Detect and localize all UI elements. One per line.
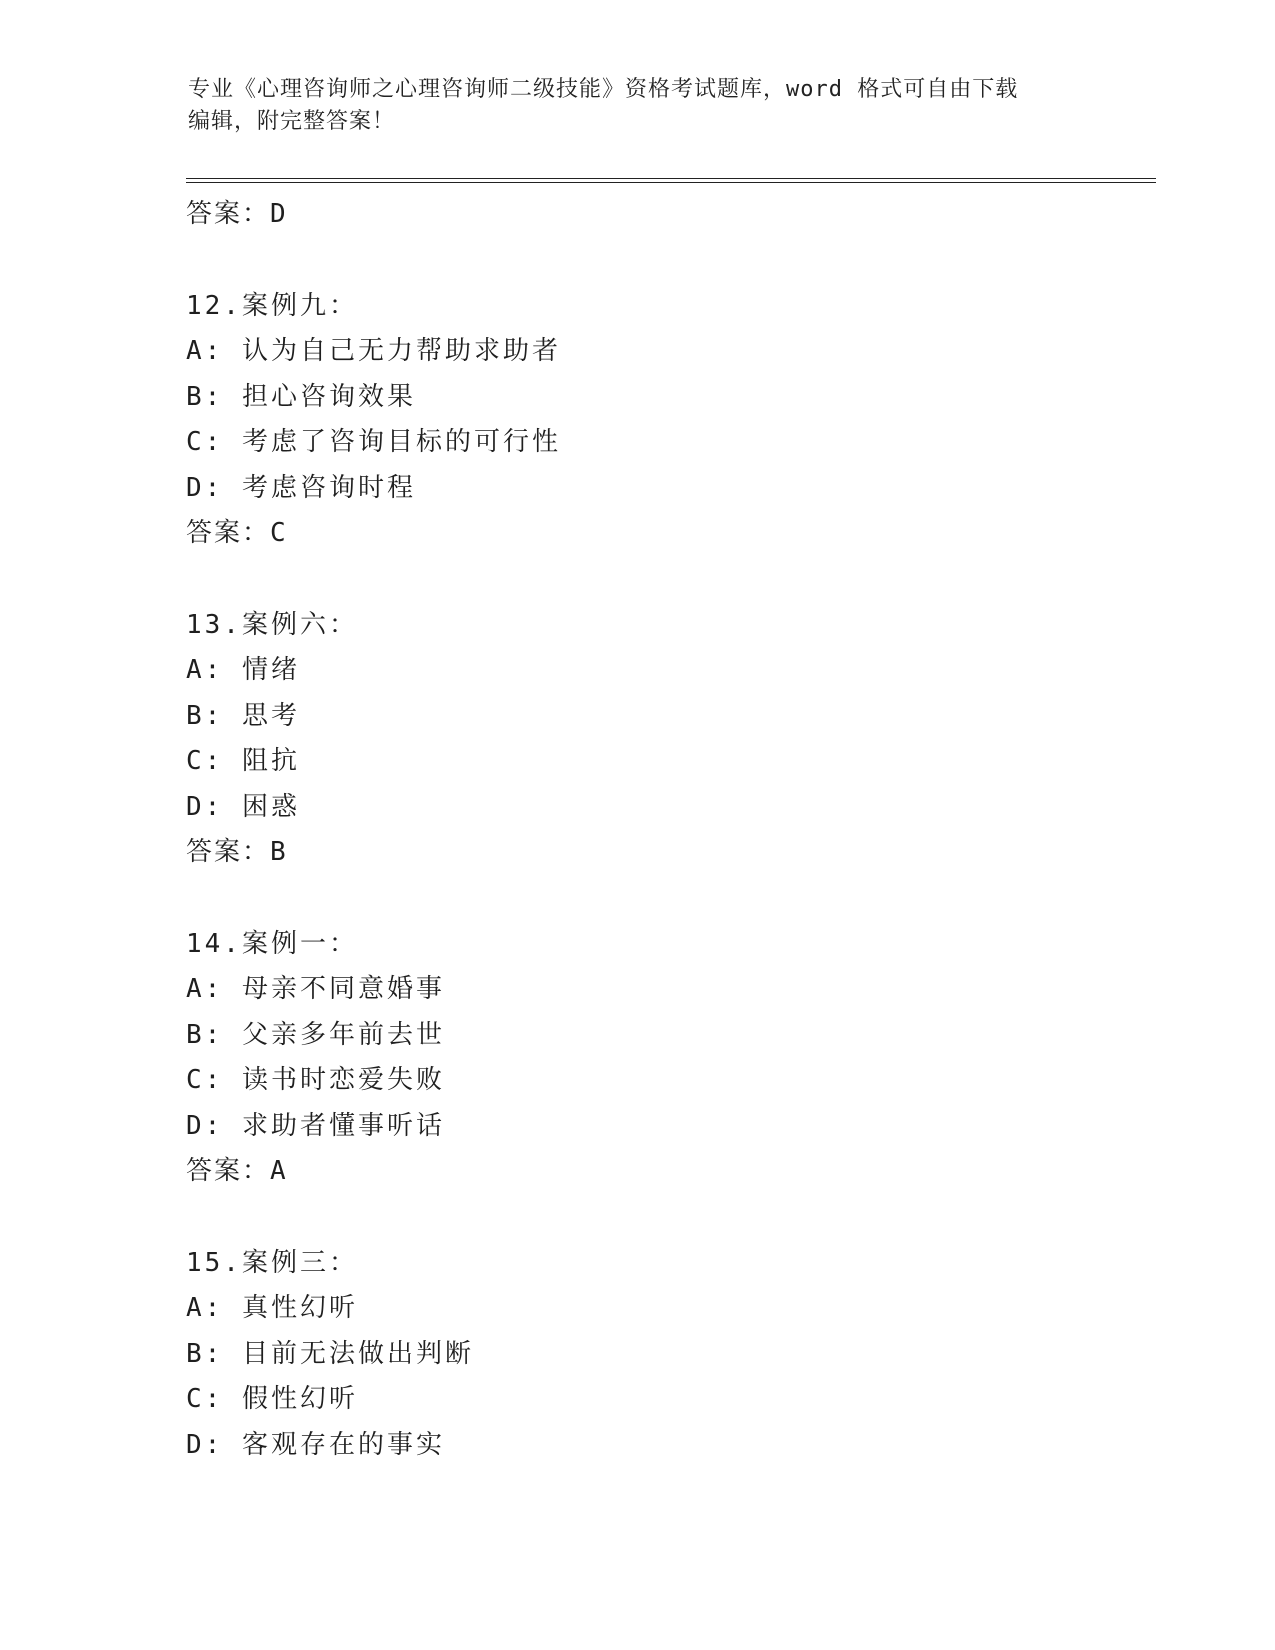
question-title: 12.案例九： [186, 290, 358, 321]
question-12 [186, 284, 1146, 557]
option-d: D: 客观存在的事实 [186, 1429, 445, 1460]
option-b: B: 父亲多年前去世 [186, 1019, 445, 1050]
question-14 [186, 922, 1146, 1195]
option-c: C: 假性幻听 [186, 1384, 358, 1414]
header-line-2: 编辑，附完整答案！ [188, 109, 396, 134]
question-15 [186, 1241, 1146, 1469]
answer: 答案：C [186, 518, 288, 548]
document-header [188, 74, 1068, 138]
option-a: A: 真性幻听 [186, 1293, 358, 1323]
option-a: A: 认为自己无力帮助求助者 [186, 336, 561, 366]
option-b: B: 担心咨询效果 [186, 381, 416, 412]
question-title: 13.案例六： [186, 609, 358, 640]
question-list [186, 192, 1146, 1468]
option-c: C: 考虑了咨询目标的可行性 [186, 427, 561, 457]
option-b: B: 目前无法做出判断 [186, 1338, 474, 1369]
option-d: D: 求助者懂事听话 [186, 1110, 445, 1141]
question-13 [186, 603, 1146, 876]
answer: 答案：A [186, 1156, 288, 1186]
option-a: A: 情绪 [186, 655, 300, 685]
question-title: 14.案例一： [186, 928, 358, 959]
spacer [186, 1195, 1146, 1241]
previous-answer: 答案：D [186, 199, 288, 229]
spacer [186, 557, 1146, 603]
question-title: 15.案例三： [186, 1247, 358, 1278]
option-c: C: 读书时恋爱失败 [186, 1065, 445, 1095]
spacer [186, 238, 1146, 284]
option-d: D: 考虑咨询时程 [186, 472, 416, 503]
option-c: C: 阻抗 [186, 746, 300, 776]
header-divider-top [186, 178, 1156, 179]
option-d: D: 困惑 [186, 791, 300, 822]
option-a: A: 母亲不同意婚事 [186, 974, 445, 1004]
spacer [186, 876, 1146, 922]
header-line-1: 专业《心理咨询师之心理咨询师二级技能》资格考试题库，word 格式可自由下载 [188, 77, 1019, 102]
answer: 答案：B [186, 837, 288, 867]
option-b: B: 思考 [186, 700, 300, 731]
header-divider-bottom [186, 182, 1156, 183]
